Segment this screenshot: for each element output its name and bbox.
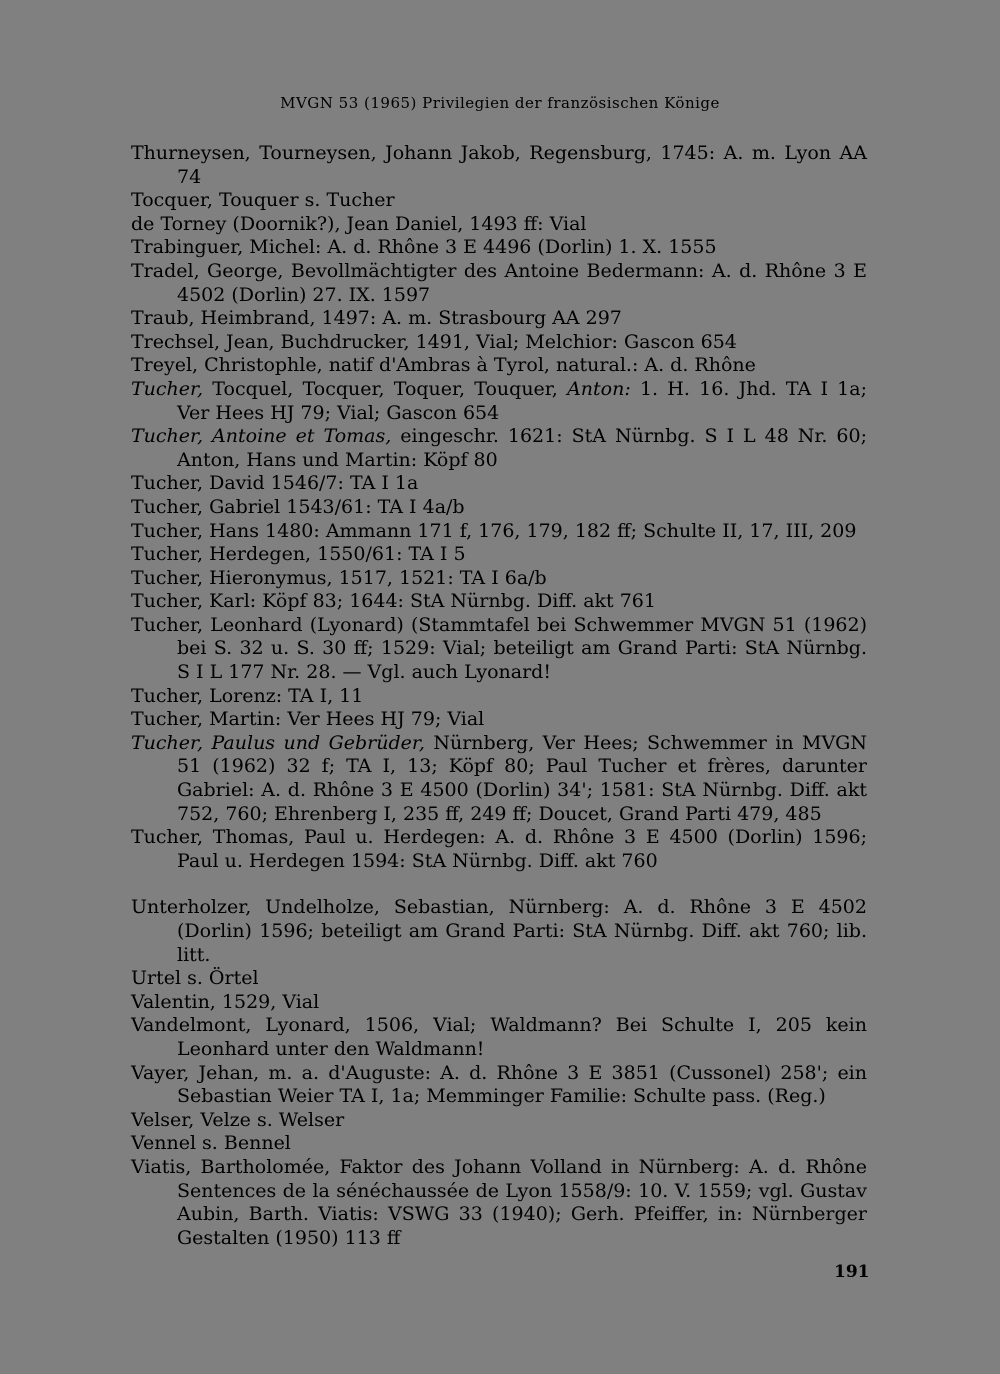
index-entry	[131, 1062, 867, 1109]
entry-text: Tucher, Karl: Köpf 83; 1644: StA Nürnbg. Diff. akt 761	[131, 590, 656, 613]
index-entry	[131, 213, 867, 237]
index-entry	[131, 826, 867, 873]
entry-text: Tradel, George, Bevollmächtigter des Antoine Bedermann: A. d. Rhône 3 E 4502 (Dorlin) 27. IX. 1597	[131, 259, 867, 306]
index-entry	[131, 354, 867, 378]
entry-text: Tucher, Leonhard (Lyonard) (Stammtafel bei Schwemmer MVGN 51 (1962) bei S. 32 u. S. 30 ff; 1529: Vial; beteiligt am Grand Parti: StA Nürnbg. S I L 177 Nr. 28. — Vgl. auch Lyonard!	[131, 613, 867, 684]
entry-text: Trechsel, Jean, Buchdrucker, 1491, Vial; Melchior: Gascon 654	[131, 330, 737, 353]
entry-text: de Torney (Doornik?), Jean Daniel, 1493 ff: Vial	[131, 212, 587, 235]
entry-text: Tucher, Lorenz: TA I, 11	[131, 684, 364, 707]
entry-text: Tocquer, Touquer s. Tucher	[131, 189, 395, 212]
entry-text: Urtel s. Örtel	[131, 967, 259, 990]
index-entry	[131, 496, 867, 520]
index-entry	[131, 142, 867, 189]
index-entry	[131, 708, 867, 732]
index-entries	[131, 142, 867, 1250]
index-entry	[131, 472, 867, 496]
entry-text: Tucher, Thomas, Paul u. Herdegen: A. d. Rhône 3 E 4500 (Dorlin) 1596; Paul u. Herdegen 1594: StA Nürnbg. Diff. akt 760	[131, 826, 867, 872]
entry-text: Tucher, Martin: Ver Hees HJ 79; Vial	[131, 708, 485, 731]
entry-text: Tucher, David 1546/7: TA I 1a	[131, 472, 419, 495]
entry-text: Tocquel, Tocquer, Toquer, Touquer,	[203, 377, 568, 400]
entry-text: Vandelmont, Lyonard, 1506, Vial; Waldmann? Bei Schulte I, 205 kein Leonhard unter den Waldmann!	[131, 1014, 867, 1060]
section-gap	[131, 873, 867, 896]
index-entry	[131, 1132, 867, 1156]
index-entry	[131, 732, 867, 826]
entry-italic-text: Tucher,	[131, 377, 204, 400]
index-entry	[131, 543, 867, 567]
index-entry	[131, 236, 867, 260]
entry-text: Thurneysen, Tourneysen, Johann Jakob, Regensburg, 1745: A. m. Lyon AA 74	[131, 142, 867, 188]
index-entry	[131, 967, 867, 991]
entry-text: Tucher, Herdegen, 1550/61: TA I 5	[131, 543, 466, 566]
index-entry	[131, 378, 867, 425]
entry-italic-text: Anton:	[567, 377, 631, 400]
index-entry	[131, 896, 867, 967]
index-entry	[131, 991, 867, 1015]
entry-text: Tucher, Gabriel 1543/61: TA I 4a/b	[131, 495, 465, 518]
index-entry	[131, 189, 867, 213]
index-entry	[131, 614, 867, 685]
entry-text: Traub, Heimbrand, 1497: A. m. Strasbourg AA 297	[131, 307, 622, 330]
index-entry	[131, 307, 867, 331]
index-entry	[131, 331, 867, 355]
entry-text: eingeschr. 1621: StA Nürnbg. S I L 48 Nr. 60; Anton, Hans und Martin: Köpf 80	[177, 425, 868, 471]
index-entry	[131, 260, 867, 307]
index-entry	[131, 520, 867, 544]
entry-text: 1. H. 16. Jhd. TA I 1a; Ver Hees HJ 79; Vial; Gascon 654	[177, 377, 867, 424]
entry-text: Velser, Velze s. Welser	[131, 1108, 345, 1131]
entry-text: Valentin, 1529, Vial	[131, 990, 320, 1013]
entry-text: Nürnberg, Ver Hees; Schwemmer in MVGN 51 (1962) 32 f; TA I, 13; Köpf 80; Paul Tucher et frères, darunter Gabriel: A. d. Rhône 3 E 4500 (Dorlin) 34'; 1581: StA Nürnbg. Diff. akt 752, 760; Ehrenberg I, 235 ff, 249 ff; Doucet, Grand Parti 479, 485	[177, 731, 867, 825]
index-entry	[131, 567, 867, 591]
entry-italic-text: Tucher, Antoine et Tomas,	[131, 425, 392, 448]
entry-italic-text: Tucher, Paulus und Gebrüder,	[131, 731, 425, 754]
entry-text: Trabinguer, Michel: A. d. Rhône 3 E 4496 (Dorlin) 1. X. 1555	[131, 236, 717, 259]
index-entry	[131, 685, 867, 709]
entry-text: Treyel, Christophle, natif d'Ambras à Tyrol, natural.: A. d. Rhône	[131, 354, 756, 377]
entry-text: Tucher, Hieronymus, 1517, 1521: TA I 6a/b	[131, 566, 547, 589]
entry-text: Tucher, Hans 1480: Ammann 171 f, 176, 179, 182 ff; Schulte II, 17, III, 209	[131, 519, 857, 542]
entry-text: Vennel s. Bennel	[131, 1132, 291, 1155]
index-entry	[131, 1014, 867, 1061]
entry-text: Vayer, Jehan, m. a. d'Auguste: A. d. Rhône 3 E 3851 (Cussonel) 258'; ein Sebastian Weier TA I, 1a; Memminger Familie: Schulte pass. (Reg.)	[131, 1061, 867, 1108]
entry-text: Viatis, Bartholomée, Faktor des Johann Volland in Nürnberg: A. d. Rhône Sentences de la sénéchaussée de Lyon 1558/9: 10. V. 1559; vgl. Gustav Aubin, Barth. Viatis: VSWG 33 (1940); Gerh. Pfeiffer, in: Nürnberger Gestalten (1950) 113 ff	[131, 1155, 867, 1249]
entry-text: Unterholzer, Undelholze, Sebastian, Nürnberg: A. d. Rhône 3 E 4502 (Dorlin) 1596; beteiligt am Grand Parti: StA Nürnbg. Diff. akt 760; lib. litt.	[131, 896, 867, 966]
index-entry	[131, 425, 867, 472]
index-entry	[131, 1109, 867, 1133]
page-number: 191	[834, 1262, 870, 1282]
running-head: MVGN 53 (1965) Privilegien der französischen Könige	[280, 94, 720, 112]
index-entry	[131, 1156, 867, 1250]
index-entry	[131, 590, 867, 614]
